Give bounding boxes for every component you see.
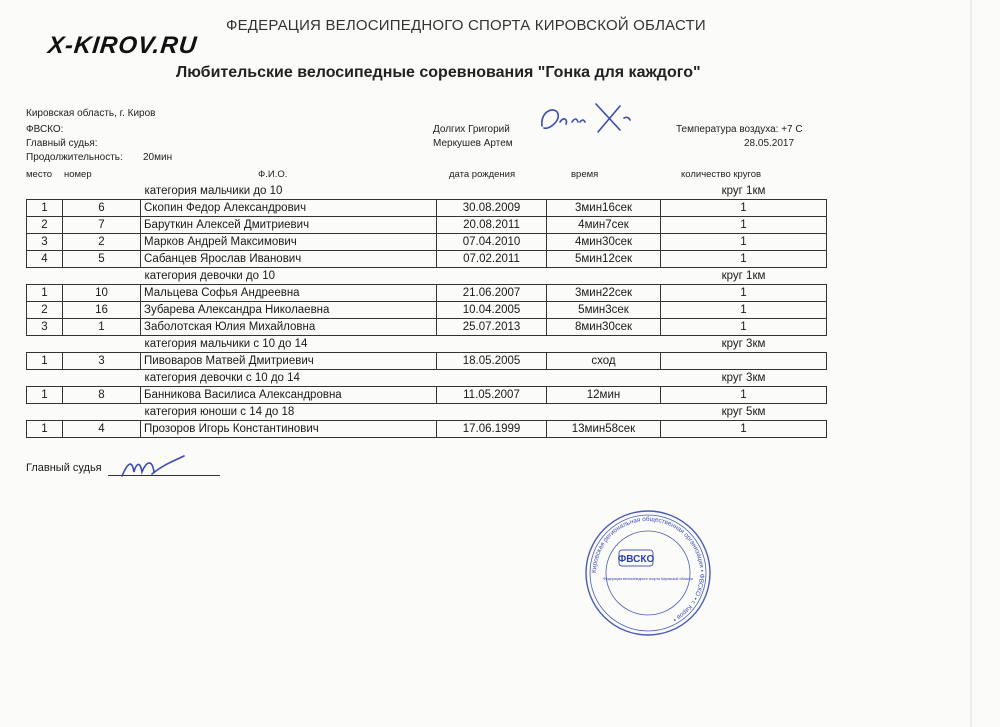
location: Кировская область, г. Киров [26, 108, 156, 119]
table-row [27, 421, 827, 438]
place-cell: 1 [27, 421, 63, 438]
number-cell: 10 [63, 285, 141, 302]
table-row [27, 387, 827, 404]
place-cell: 1 [27, 387, 63, 404]
temperature: Температура воздуха: +7 С [676, 124, 803, 135]
table-row [27, 353, 827, 370]
name-cell: Пивоваров Матвей Дмитриевич [141, 353, 437, 370]
place-cell: 2 [27, 217, 63, 234]
number-cell: 4 [63, 421, 141, 438]
place-cell: 1 [27, 285, 63, 302]
birth-cell: 25.07.2013 [437, 319, 547, 336]
col-place: место [26, 169, 53, 180]
laps-cell: 1 [661, 217, 827, 234]
time-cell: 13мин58сек [547, 421, 661, 438]
time-cell: 4мин30сек [547, 234, 661, 251]
laps-cell: 1 [661, 421, 827, 438]
col-time: время [571, 169, 599, 180]
category-name: категория юноши с 14 до 18 [144, 406, 295, 418]
time-cell: 12мин [547, 387, 661, 404]
time-cell: 3мин16сек [547, 200, 661, 217]
category-header [27, 268, 827, 285]
birth-cell: 30.08.2009 [437, 200, 547, 217]
chief-judge-label: Главный судья: [26, 138, 98, 149]
table-row [27, 285, 827, 302]
number-cell: 16 [63, 302, 141, 319]
category-header [27, 404, 827, 421]
table-row [27, 200, 827, 217]
birth-cell: 20.08.2011 [437, 217, 547, 234]
fvsko-name: Долгих Григорий [433, 124, 510, 135]
col-birth: дата рождения [449, 169, 516, 180]
table-row [27, 217, 827, 234]
official-stamp [583, 508, 713, 638]
time-cell: 8мин30сек [547, 319, 661, 336]
time-cell: 3мин22сек [547, 285, 661, 302]
name-cell: Прозоров Игорь Константинович [141, 421, 437, 438]
col-number: номер [64, 169, 92, 180]
fvsko-label: ФВСКО: [26, 124, 64, 135]
time-cell: 5мин12сек [547, 251, 661, 268]
birth-cell: 17.06.1999 [437, 421, 547, 438]
category-lap: круг 3км [721, 372, 766, 384]
category-lap: круг 1км [721, 270, 766, 282]
name-cell: Заболотская Юлия Михайловна [141, 319, 437, 336]
birth-cell: 10.04.2005 [437, 302, 547, 319]
category-name: категория девочки с 10 до 14 [144, 372, 300, 384]
category-header [27, 183, 827, 200]
laps-cell: 1 [661, 302, 827, 319]
number-cell: 8 [63, 387, 141, 404]
laps-cell: 1 [661, 319, 827, 336]
chief-judge-footer-label: Главный судья [26, 462, 102, 474]
document-title: Любительские велосипедные соревнования "Гонка для каждого" [176, 64, 701, 81]
laps-cell: 1 [661, 387, 827, 404]
stamp-ring-text: Кировская региональная общественная организация • ФВСКО • г. Киров • [590, 515, 706, 624]
duration-value: 20мин [143, 152, 173, 163]
document-date: 28.05.2017 [744, 138, 795, 149]
category-header [27, 336, 827, 353]
place-cell: 3 [27, 234, 63, 251]
place-cell: 4 [27, 251, 63, 268]
name-cell: Марков Андрей Максимович [141, 234, 437, 251]
results-table [26, 183, 827, 438]
chief-judge-signature [118, 452, 188, 482]
birth-cell: 07.02.2011 [437, 251, 547, 268]
number-cell: 5 [63, 251, 141, 268]
number-cell: 6 [63, 200, 141, 217]
category-name: категория девочки до 10 [144, 270, 276, 282]
time-cell: 4мин7сек [547, 217, 661, 234]
duration-label: Продолжительность: [26, 152, 123, 163]
table-row [27, 302, 827, 319]
col-name: Ф.И.О. [258, 169, 288, 180]
category-lap: круг 3км [721, 338, 766, 350]
category-header [27, 370, 827, 387]
fvsko-signature [536, 100, 636, 140]
number-cell: 3 [63, 353, 141, 370]
number-cell: 1 [63, 319, 141, 336]
table-row [27, 319, 827, 336]
category-lap: круг 5км [721, 406, 766, 418]
name-cell: Скопин Федор Александрович [141, 200, 437, 217]
table-row [27, 251, 827, 268]
place-cell: 1 [27, 353, 63, 370]
stamp-center-text: Федерация велосипедного спорта Кировской области [603, 577, 693, 581]
page-edge [970, 0, 972, 727]
time-cell: сход [547, 353, 661, 370]
laps-cell: 1 [661, 285, 827, 302]
birth-cell: 07.04.2010 [437, 234, 547, 251]
laps-cell [661, 353, 827, 370]
number-cell: 7 [63, 217, 141, 234]
laps-cell: 1 [661, 251, 827, 268]
name-cell: Сабанцев Ярослав Иванович [141, 251, 437, 268]
place-cell: 2 [27, 302, 63, 319]
col-laps: количество кругов [681, 169, 762, 180]
number-cell: 2 [63, 234, 141, 251]
category-lap: круг 1км [721, 185, 766, 197]
stamp-center-label: ФВСКО [617, 554, 655, 565]
category-name: категория мальчики с 10 до 14 [144, 338, 308, 350]
place-cell: 1 [27, 200, 63, 217]
birth-cell: 18.05.2005 [437, 353, 547, 370]
place-cell: 3 [27, 319, 63, 336]
x-kirov-logo: X-KIROV.RU [46, 32, 199, 59]
birth-cell: 21.06.2007 [437, 285, 547, 302]
birth-cell: 11.05.2007 [437, 387, 547, 404]
name-cell: Зубарева Александра Николаевна [141, 302, 437, 319]
table-row [27, 234, 827, 251]
time-cell: 5мин3сек [547, 302, 661, 319]
laps-cell: 1 [661, 234, 827, 251]
name-cell: Мальцева Софья Андреевна [141, 285, 437, 302]
federation-header: ФЕДЕРАЦИЯ ВЕЛОСИПЕДНОГО СПОРТА КИРОВСКОЙ ОБЛАСТИ [226, 17, 706, 34]
laps-cell: 1 [661, 200, 827, 217]
category-name: категория мальчики до 10 [144, 185, 283, 197]
chief-judge-name: Меркушев Артем [433, 138, 513, 149]
name-cell: Баруткин Алексей Дмитриевич [141, 217, 437, 234]
name-cell: Банникова Василиса Александровна [141, 387, 437, 404]
